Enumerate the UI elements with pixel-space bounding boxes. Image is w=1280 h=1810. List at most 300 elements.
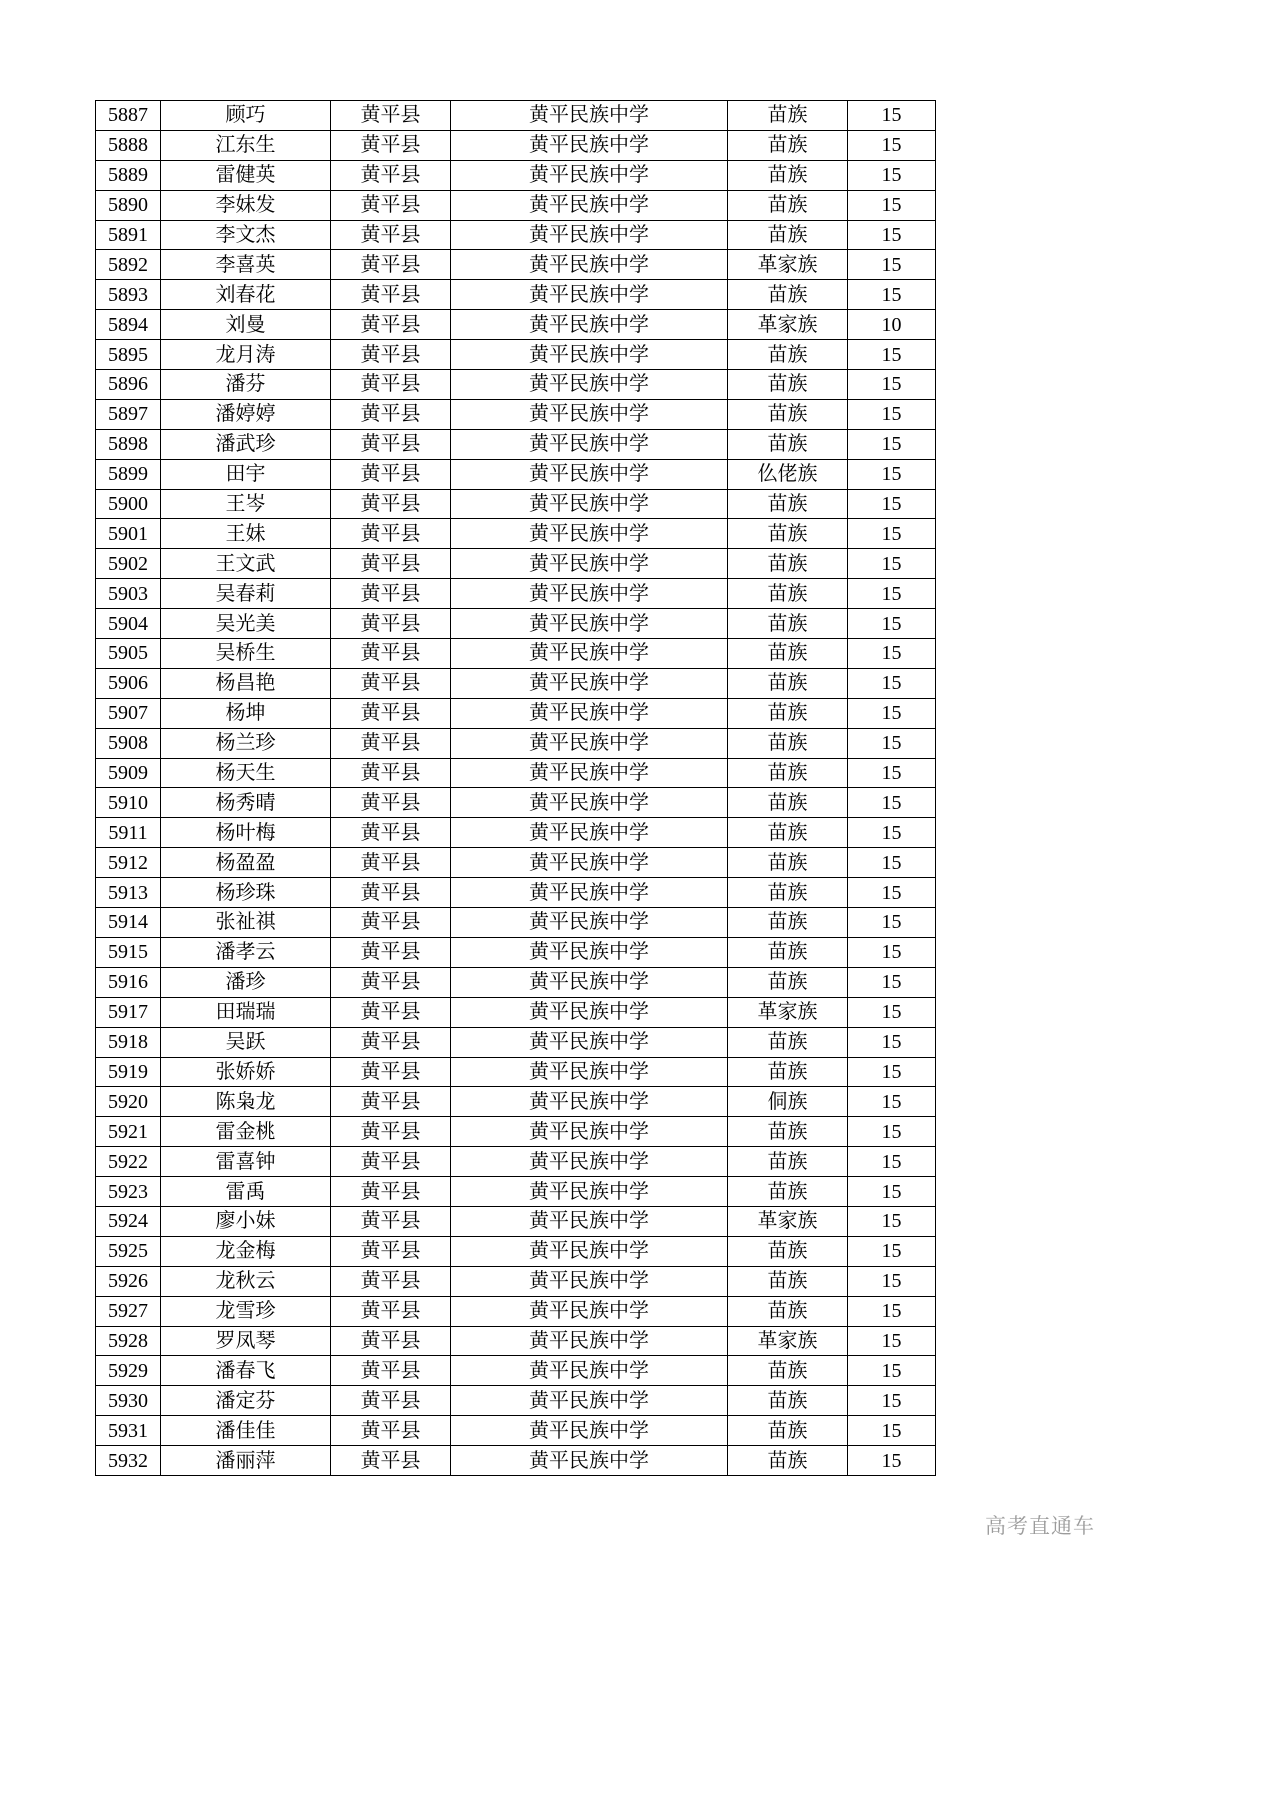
cell-school: 黄平民族中学 (451, 668, 728, 698)
cell-name: 杨天生 (161, 758, 331, 788)
cell-ethnicity: 革家族 (728, 250, 848, 280)
cell-county: 黄平县 (331, 280, 451, 310)
cell-school: 黄平民族中学 (451, 1296, 728, 1326)
cell-id: 5889 (96, 160, 161, 190)
table-row (96, 758, 936, 788)
cell-county: 黄平县 (331, 579, 451, 609)
cell-id: 5888 (96, 130, 161, 160)
cell-name: 吴春莉 (161, 579, 331, 609)
cell-score: 15 (848, 788, 936, 818)
cell-ethnicity: 苗族 (728, 101, 848, 131)
cell-id: 5908 (96, 728, 161, 758)
cell-ethnicity: 苗族 (728, 1266, 848, 1296)
cell-ethnicity: 苗族 (728, 1236, 848, 1266)
cell-name: 李喜英 (161, 250, 331, 280)
cell-score: 15 (848, 848, 936, 878)
cell-name: 潘婷婷 (161, 399, 331, 429)
table-row (96, 1416, 936, 1446)
cell-name: 杨兰珍 (161, 728, 331, 758)
cell-county: 黄平县 (331, 489, 451, 519)
cell-id: 5892 (96, 250, 161, 280)
cell-school: 黄平民族中学 (451, 1356, 728, 1386)
cell-score: 15 (848, 399, 936, 429)
cell-score: 15 (848, 220, 936, 250)
cell-id: 5907 (96, 698, 161, 728)
table-row (96, 1446, 936, 1476)
cell-ethnicity: 苗族 (728, 967, 848, 997)
cell-ethnicity: 苗族 (728, 280, 848, 310)
cell-ethnicity: 苗族 (728, 698, 848, 728)
cell-name: 杨昌艳 (161, 668, 331, 698)
cell-county: 黄平县 (331, 937, 451, 967)
cell-score: 15 (848, 1296, 936, 1326)
cell-county: 黄平县 (331, 698, 451, 728)
cell-score: 15 (848, 280, 936, 310)
cell-id: 5903 (96, 579, 161, 609)
cell-county: 黄平县 (331, 878, 451, 908)
cell-school: 黄平民族中学 (451, 908, 728, 938)
cell-school: 黄平民族中学 (451, 698, 728, 728)
table-row (96, 519, 936, 549)
cell-ethnicity: 苗族 (728, 1147, 848, 1177)
cell-school: 黄平民族中学 (451, 848, 728, 878)
cell-ethnicity: 苗族 (728, 1027, 848, 1057)
cell-score: 15 (848, 1177, 936, 1207)
table-row (96, 639, 936, 669)
cell-school: 黄平民族中学 (451, 130, 728, 160)
cell-id: 5894 (96, 310, 161, 340)
cell-id: 5920 (96, 1087, 161, 1117)
table-row (96, 399, 936, 429)
cell-school: 黄平民族中学 (451, 459, 728, 489)
cell-id: 5932 (96, 1446, 161, 1476)
cell-name: 刘春花 (161, 280, 331, 310)
cell-county: 黄平县 (331, 609, 451, 639)
table-row (96, 370, 936, 400)
cell-score: 15 (848, 1416, 936, 1446)
cell-school: 黄平民族中学 (451, 1027, 728, 1057)
cell-school: 黄平民族中学 (451, 1326, 728, 1356)
cell-ethnicity: 苗族 (728, 1386, 848, 1416)
cell-ethnicity: 苗族 (728, 758, 848, 788)
cell-ethnicity: 苗族 (728, 788, 848, 818)
cell-county: 黄平县 (331, 788, 451, 818)
cell-ethnicity: 苗族 (728, 818, 848, 848)
table-row (96, 579, 936, 609)
table-row (96, 1087, 936, 1117)
cell-score: 15 (848, 1057, 936, 1087)
cell-school: 黄平民族中学 (451, 160, 728, 190)
cell-ethnicity: 苗族 (728, 220, 848, 250)
cell-ethnicity: 革家族 (728, 997, 848, 1027)
table-row (96, 489, 936, 519)
cell-ethnicity: 苗族 (728, 1057, 848, 1087)
cell-county: 黄平县 (331, 250, 451, 280)
table-row (96, 609, 936, 639)
cell-county: 黄平县 (331, 1266, 451, 1296)
cell-score: 15 (848, 639, 936, 669)
cell-score: 15 (848, 1236, 936, 1266)
cell-school: 黄平民族中学 (451, 429, 728, 459)
cell-school: 黄平民族中学 (451, 1446, 728, 1476)
table-row (96, 250, 936, 280)
cell-county: 黄平县 (331, 908, 451, 938)
table-row (96, 429, 936, 459)
table-row (96, 1027, 936, 1057)
cell-county: 黄平县 (331, 1326, 451, 1356)
cell-name: 刘曼 (161, 310, 331, 340)
cell-county: 黄平县 (331, 1147, 451, 1177)
cell-name: 江东生 (161, 130, 331, 160)
table-row (96, 668, 936, 698)
cell-ethnicity: 苗族 (728, 639, 848, 669)
cell-score: 15 (848, 997, 936, 1027)
cell-score: 15 (848, 1147, 936, 1177)
cell-county: 黄平县 (331, 399, 451, 429)
cell-school: 黄平民族中学 (451, 190, 728, 220)
table-row (96, 728, 936, 758)
cell-score: 15 (848, 1027, 936, 1057)
cell-county: 黄平县 (331, 818, 451, 848)
cell-name: 潘春飞 (161, 1356, 331, 1386)
cell-school: 黄平民族中学 (451, 340, 728, 370)
cell-name: 杨秀晴 (161, 788, 331, 818)
cell-ethnicity: 苗族 (728, 549, 848, 579)
cell-id: 5896 (96, 370, 161, 400)
table-row (96, 1117, 936, 1147)
cell-id: 5913 (96, 878, 161, 908)
cell-school: 黄平民族中学 (451, 1206, 728, 1236)
cell-name: 潘佳佳 (161, 1416, 331, 1446)
cell-ethnicity: 苗族 (728, 370, 848, 400)
cell-score: 15 (848, 101, 936, 131)
cell-school: 黄平民族中学 (451, 728, 728, 758)
cell-id: 5926 (96, 1266, 161, 1296)
cell-score: 15 (848, 1326, 936, 1356)
cell-score: 15 (848, 668, 936, 698)
cell-ethnicity: 苗族 (728, 1416, 848, 1446)
cell-name: 杨盈盈 (161, 848, 331, 878)
cell-ethnicity: 苗族 (728, 340, 848, 370)
cell-name: 龙月涛 (161, 340, 331, 370)
cell-school: 黄平民族中学 (451, 101, 728, 131)
cell-id: 5919 (96, 1057, 161, 1087)
cell-school: 黄平民族中学 (451, 280, 728, 310)
cell-county: 黄平县 (331, 1087, 451, 1117)
cell-ethnicity: 革家族 (728, 310, 848, 340)
cell-ethnicity: 苗族 (728, 579, 848, 609)
table-row (96, 1326, 936, 1356)
cell-id: 5905 (96, 639, 161, 669)
cell-county: 黄平县 (331, 429, 451, 459)
table-row (96, 1206, 936, 1236)
cell-county: 黄平县 (331, 1236, 451, 1266)
cell-score: 15 (848, 609, 936, 639)
cell-id: 5923 (96, 1177, 161, 1207)
cell-id: 5900 (96, 489, 161, 519)
cell-id: 5924 (96, 1206, 161, 1236)
table-row (96, 220, 936, 250)
cell-county: 黄平县 (331, 519, 451, 549)
cell-score: 15 (848, 728, 936, 758)
cell-county: 黄平县 (331, 639, 451, 669)
table-row (96, 1296, 936, 1326)
cell-score: 15 (848, 130, 936, 160)
cell-id: 5917 (96, 997, 161, 1027)
cell-id: 5930 (96, 1386, 161, 1416)
cell-name: 李妹发 (161, 190, 331, 220)
cell-name: 罗凤琴 (161, 1326, 331, 1356)
table-row (96, 1386, 936, 1416)
cell-id: 5901 (96, 519, 161, 549)
table-row (96, 878, 936, 908)
table-row (96, 818, 936, 848)
cell-id: 5891 (96, 220, 161, 250)
cell-name: 潘孝云 (161, 937, 331, 967)
cell-name: 吴跃 (161, 1027, 331, 1057)
cell-county: 黄平县 (331, 1206, 451, 1236)
cell-name: 潘武珍 (161, 429, 331, 459)
table-row (96, 101, 936, 131)
cell-id: 5895 (96, 340, 161, 370)
cell-county: 黄平县 (331, 668, 451, 698)
cell-county: 黄平县 (331, 1356, 451, 1386)
cell-score: 15 (848, 519, 936, 549)
cell-ethnicity: 苗族 (728, 519, 848, 549)
cell-school: 黄平民族中学 (451, 878, 728, 908)
cell-school: 黄平民族中学 (451, 1057, 728, 1087)
cell-score: 15 (848, 1206, 936, 1236)
cell-id: 5931 (96, 1416, 161, 1446)
cell-id: 5910 (96, 788, 161, 818)
cell-score: 15 (848, 160, 936, 190)
cell-ethnicity: 侗族 (728, 1087, 848, 1117)
cell-name: 陈枭龙 (161, 1087, 331, 1117)
cell-name: 龙秋云 (161, 1266, 331, 1296)
cell-school: 黄平民族中学 (451, 1386, 728, 1416)
student-table-body (96, 101, 936, 1476)
cell-score: 15 (848, 459, 936, 489)
table-row (96, 310, 936, 340)
cell-name: 顾巧 (161, 101, 331, 131)
cell-id: 5914 (96, 908, 161, 938)
cell-school: 黄平民族中学 (451, 310, 728, 340)
cell-school: 黄平民族中学 (451, 1117, 728, 1147)
cell-school: 黄平民族中学 (451, 1416, 728, 1446)
cell-name: 田宇 (161, 459, 331, 489)
cell-school: 黄平民族中学 (451, 758, 728, 788)
cell-school: 黄平民族中学 (451, 220, 728, 250)
cell-ethnicity: 苗族 (728, 1117, 848, 1147)
cell-school: 黄平民族中学 (451, 967, 728, 997)
cell-ethnicity: 苗族 (728, 489, 848, 519)
watermark-text: 高考直通车 (985, 1515, 1095, 1538)
cell-score: 15 (848, 818, 936, 848)
cell-name: 王岑 (161, 489, 331, 519)
cell-ethnicity: 仫佬族 (728, 459, 848, 489)
cell-name: 雷禹 (161, 1177, 331, 1207)
cell-score: 15 (848, 1386, 936, 1416)
table-row (96, 848, 936, 878)
cell-ethnicity: 苗族 (728, 908, 848, 938)
cell-score: 15 (848, 489, 936, 519)
cell-county: 黄平县 (331, 848, 451, 878)
cell-id: 5922 (96, 1147, 161, 1177)
cell-score: 15 (848, 1356, 936, 1386)
cell-score: 15 (848, 908, 936, 938)
cell-name: 吴光美 (161, 609, 331, 639)
cell-ethnicity: 苗族 (728, 937, 848, 967)
cell-county: 黄平县 (331, 310, 451, 340)
cell-school: 黄平民族中学 (451, 250, 728, 280)
cell-ethnicity: 苗族 (728, 1177, 848, 1207)
cell-name: 张娇娇 (161, 1057, 331, 1087)
cell-id: 5921 (96, 1117, 161, 1147)
cell-score: 15 (848, 1266, 936, 1296)
cell-id: 5890 (96, 190, 161, 220)
table-row (96, 1057, 936, 1087)
cell-school: 黄平民族中学 (451, 1147, 728, 1177)
cell-name: 吴桥生 (161, 639, 331, 669)
cell-school: 黄平民族中学 (451, 549, 728, 579)
cell-score: 15 (848, 937, 936, 967)
cell-name: 王文武 (161, 549, 331, 579)
cell-ethnicity: 苗族 (728, 1296, 848, 1326)
cell-name: 龙雪珍 (161, 1296, 331, 1326)
cell-ethnicity: 苗族 (728, 160, 848, 190)
cell-county: 黄平县 (331, 549, 451, 579)
table-row (96, 1236, 936, 1266)
cell-id: 5929 (96, 1356, 161, 1386)
table-row (96, 908, 936, 938)
cell-score: 15 (848, 758, 936, 788)
cell-score: 15 (848, 340, 936, 370)
cell-ethnicity: 苗族 (728, 1446, 848, 1476)
cell-county: 黄平县 (331, 101, 451, 131)
student-list-table (95, 100, 936, 1476)
cell-county: 黄平县 (331, 1296, 451, 1326)
cell-school: 黄平民族中学 (451, 788, 728, 818)
cell-name: 潘定芬 (161, 1386, 331, 1416)
cell-id: 5898 (96, 429, 161, 459)
cell-school: 黄平民族中学 (451, 489, 728, 519)
cell-name: 杨叶梅 (161, 818, 331, 848)
cell-county: 黄平县 (331, 1027, 451, 1057)
cell-ethnicity: 苗族 (728, 878, 848, 908)
cell-name: 张祉祺 (161, 908, 331, 938)
cell-name: 雷喜钟 (161, 1147, 331, 1177)
cell-school: 黄平民族中学 (451, 579, 728, 609)
cell-school: 黄平民族中学 (451, 609, 728, 639)
cell-school: 黄平民族中学 (451, 519, 728, 549)
cell-name: 潘珍 (161, 967, 331, 997)
cell-school: 黄平民族中学 (451, 370, 728, 400)
cell-ethnicity: 苗族 (728, 190, 848, 220)
cell-id: 5912 (96, 848, 161, 878)
cell-score: 15 (848, 250, 936, 280)
table-row (96, 1177, 936, 1207)
cell-school: 黄平民族中学 (451, 1177, 728, 1207)
cell-county: 黄平县 (331, 1386, 451, 1416)
cell-school: 黄平民族中学 (451, 818, 728, 848)
cell-ethnicity: 苗族 (728, 130, 848, 160)
cell-name: 潘丽萍 (161, 1446, 331, 1476)
cell-school: 黄平民族中学 (451, 997, 728, 1027)
table-row (96, 937, 936, 967)
cell-id: 5915 (96, 937, 161, 967)
cell-score: 15 (848, 549, 936, 579)
cell-name: 潘芬 (161, 370, 331, 400)
table-row (96, 967, 936, 997)
cell-score: 15 (848, 878, 936, 908)
table-row (96, 1266, 936, 1296)
cell-id: 5904 (96, 609, 161, 639)
cell-ethnicity: 苗族 (728, 728, 848, 758)
cell-id: 5927 (96, 1296, 161, 1326)
cell-name: 龙金梅 (161, 1236, 331, 1266)
cell-ethnicity: 苗族 (728, 668, 848, 698)
cell-school: 黄平民族中学 (451, 639, 728, 669)
cell-county: 黄平县 (331, 1117, 451, 1147)
cell-id: 5902 (96, 549, 161, 579)
cell-id: 5893 (96, 280, 161, 310)
table-row (96, 130, 936, 160)
table-row (96, 997, 936, 1027)
cell-id: 5909 (96, 758, 161, 788)
cell-score: 15 (848, 1087, 936, 1117)
cell-school: 黄平民族中学 (451, 937, 728, 967)
cell-score: 15 (848, 190, 936, 220)
cell-county: 黄平县 (331, 1446, 451, 1476)
cell-ethnicity: 苗族 (728, 848, 848, 878)
cell-name: 廖小妹 (161, 1206, 331, 1236)
cell-school: 黄平民族中学 (451, 399, 728, 429)
table-row (96, 698, 936, 728)
cell-name: 王妹 (161, 519, 331, 549)
cell-score: 15 (848, 1446, 936, 1476)
cell-id: 5897 (96, 399, 161, 429)
cell-county: 黄平县 (331, 220, 451, 250)
cell-county: 黄平县 (331, 190, 451, 220)
table-row (96, 788, 936, 818)
cell-id: 5887 (96, 101, 161, 131)
cell-name: 杨坤 (161, 698, 331, 728)
cell-score: 15 (848, 370, 936, 400)
cell-score: 15 (848, 698, 936, 728)
cell-name: 杨珍珠 (161, 878, 331, 908)
cell-id: 5918 (96, 1027, 161, 1057)
cell-id: 5899 (96, 459, 161, 489)
cell-county: 黄平县 (331, 1057, 451, 1087)
cell-ethnicity: 革家族 (728, 1326, 848, 1356)
cell-county: 黄平县 (331, 728, 451, 758)
cell-county: 黄平县 (331, 370, 451, 400)
cell-id: 5916 (96, 967, 161, 997)
cell-id: 5928 (96, 1326, 161, 1356)
table-row (96, 340, 936, 370)
table-row (96, 280, 936, 310)
table-row (96, 1356, 936, 1386)
cell-county: 黄平县 (331, 1416, 451, 1446)
cell-score: 15 (848, 1117, 936, 1147)
cell-county: 黄平县 (331, 997, 451, 1027)
cell-ethnicity: 革家族 (728, 1206, 848, 1236)
table-row (96, 1147, 936, 1177)
cell-score: 15 (848, 429, 936, 459)
cell-county: 黄平县 (331, 967, 451, 997)
table-row (96, 459, 936, 489)
cell-county: 黄平县 (331, 1177, 451, 1207)
